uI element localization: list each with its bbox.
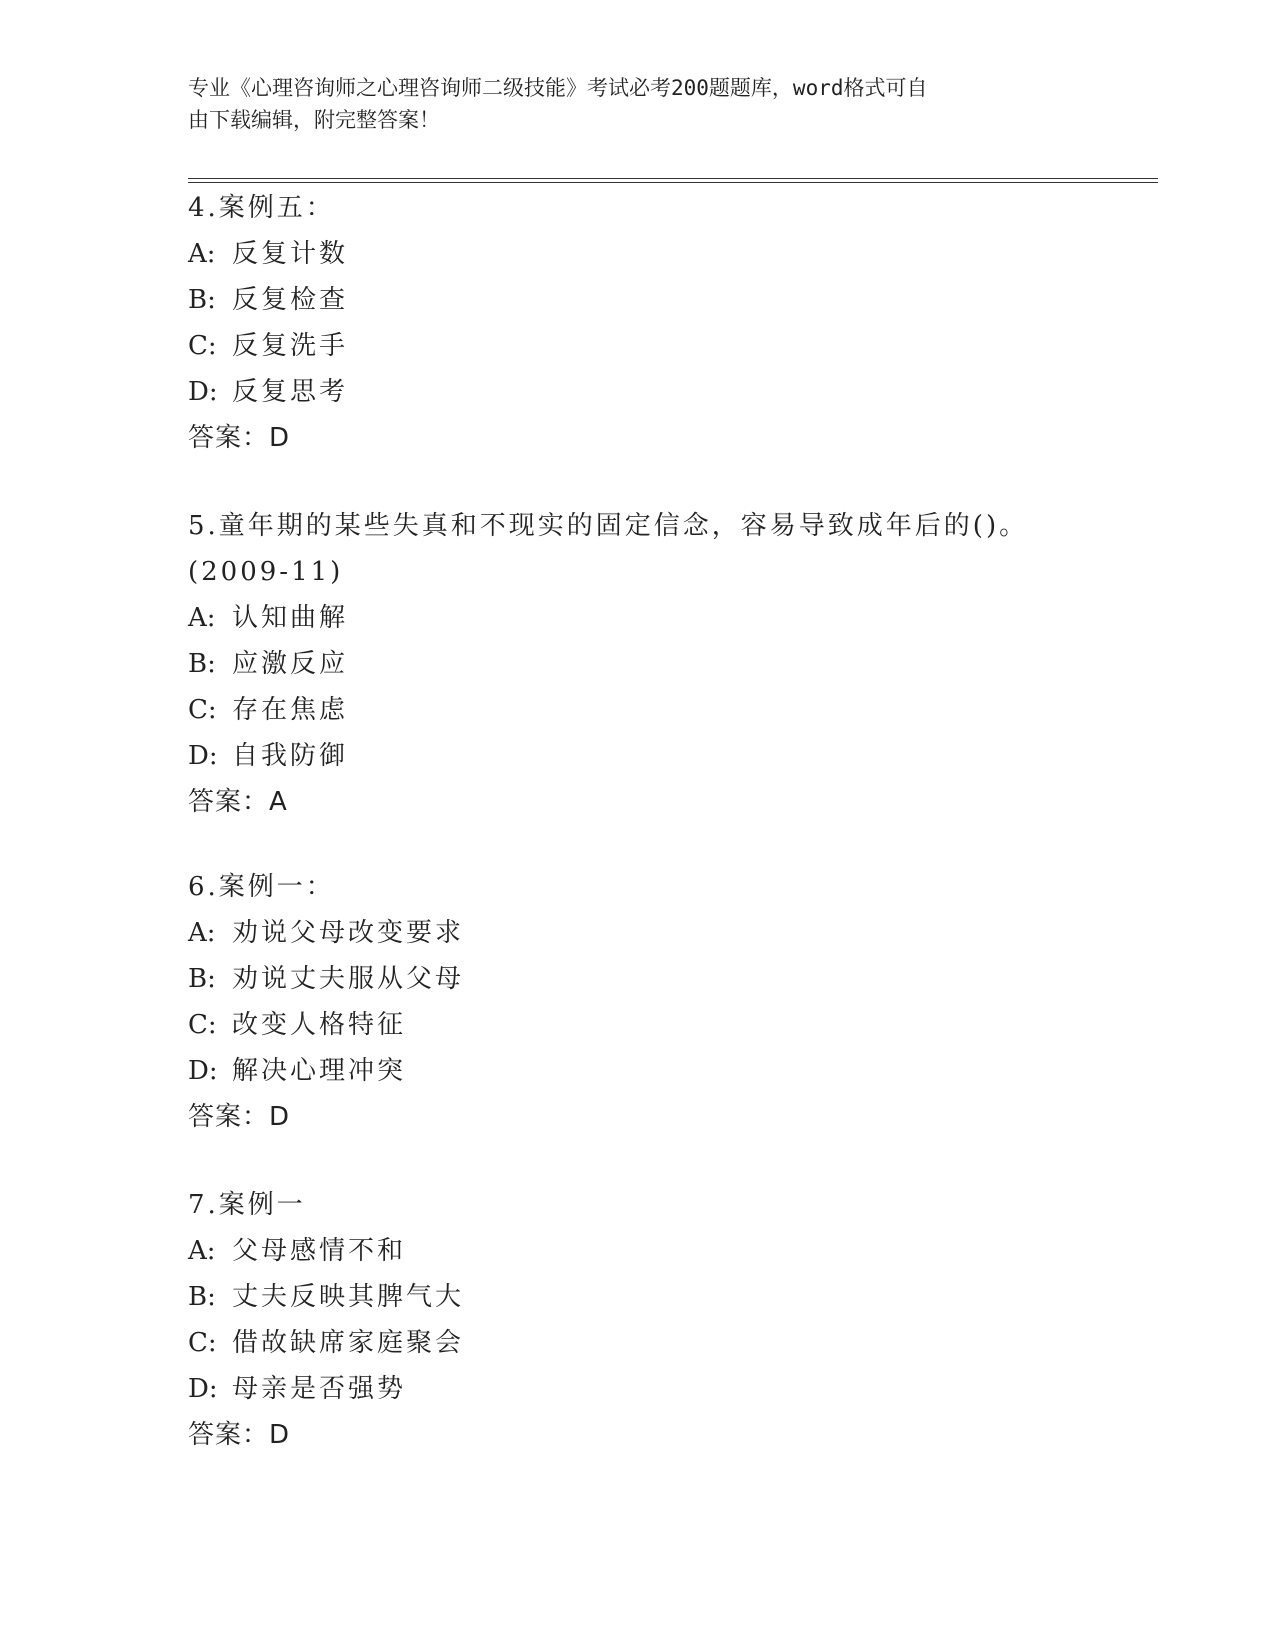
question-stem: 7.案例一: [188, 1190, 306, 1220]
option-d: [188, 1366, 1088, 1412]
option-key: D:: [188, 741, 218, 771]
option-key: C:: [188, 331, 217, 361]
option-text: 丈夫反映其脾气大: [232, 1282, 465, 1312]
option-c: [188, 1002, 1088, 1048]
option-key: C:: [188, 695, 217, 725]
option-text: 劝说父母改变要求: [232, 918, 465, 948]
option-key: B:: [188, 1282, 216, 1312]
option-a: [188, 231, 1088, 277]
option-a: [188, 1228, 1088, 1274]
option-b: [188, 956, 1088, 1002]
option-text: 父母感情不和: [232, 1236, 407, 1266]
option-key: B:: [188, 285, 216, 315]
option-text: 认知曲解: [232, 603, 349, 633]
option-text: 反复计数: [232, 239, 349, 269]
option-text: 存在焦虑: [232, 695, 349, 725]
option-key: A:: [188, 239, 216, 269]
option-key: B:: [188, 964, 216, 994]
document-header: [188, 72, 1088, 136]
question-block: [188, 503, 1088, 825]
option-key: C:: [188, 1010, 217, 1040]
option-d: [188, 369, 1088, 415]
option-a: [188, 910, 1088, 956]
option-text: 反复思考: [232, 377, 349, 407]
header-line-2: 由下载编辑，附完整答案！: [188, 108, 440, 132]
option-a: [188, 595, 1088, 641]
option-text: 解决心理冲突: [232, 1056, 407, 1086]
option-b: [188, 277, 1088, 323]
option-key: A:: [188, 1236, 216, 1266]
option-b: [188, 641, 1088, 687]
answer-line: 答案：D: [188, 1102, 291, 1132]
option-c: [188, 687, 1088, 733]
option-text: 母亲是否强势: [232, 1374, 407, 1404]
question-block: [188, 864, 1088, 1140]
option-key: D:: [188, 1374, 218, 1404]
question-stem: 4.案例五：: [188, 193, 335, 223]
header-divider: [188, 178, 1158, 183]
option-key: D:: [188, 1056, 218, 1086]
option-b: [188, 1274, 1088, 1320]
option-key: C:: [188, 1328, 217, 1358]
option-d: [188, 1048, 1088, 1094]
option-text: 自我防御: [232, 741, 349, 771]
option-text: 反复检查: [232, 285, 349, 315]
option-text: 反复洗手: [232, 331, 349, 361]
answer-line: 答案：D: [188, 423, 291, 453]
option-key: A:: [188, 918, 216, 948]
answer-line: 答案：A: [188, 787, 288, 817]
option-text: 应激反应: [232, 649, 349, 679]
question-stem-continued: (2009-11): [188, 557, 344, 587]
option-c: [188, 1320, 1088, 1366]
answer-line: 答案：D: [188, 1420, 291, 1450]
header-line-1: 专业《心理咨询师之心理咨询师二级技能》考试必考200题题库，word格式可自: [188, 76, 928, 100]
option-text: 改变人格特征: [232, 1010, 407, 1040]
question-block: [188, 185, 1088, 461]
option-d: [188, 733, 1088, 779]
option-c: [188, 323, 1088, 369]
option-text: 劝说丈夫服从父母: [232, 964, 465, 994]
option-key: A:: [188, 603, 216, 633]
question-stem: 6.案例一：: [188, 872, 335, 902]
option-key: D:: [188, 377, 218, 407]
option-text: 借故缺席家庭聚会: [232, 1328, 465, 1358]
option-key: B:: [188, 649, 216, 679]
question-stem: 5.童年期的某些失真和不现实的固定信念，容易导致成年后的()。: [188, 511, 1029, 541]
question-block: [188, 1182, 1088, 1458]
